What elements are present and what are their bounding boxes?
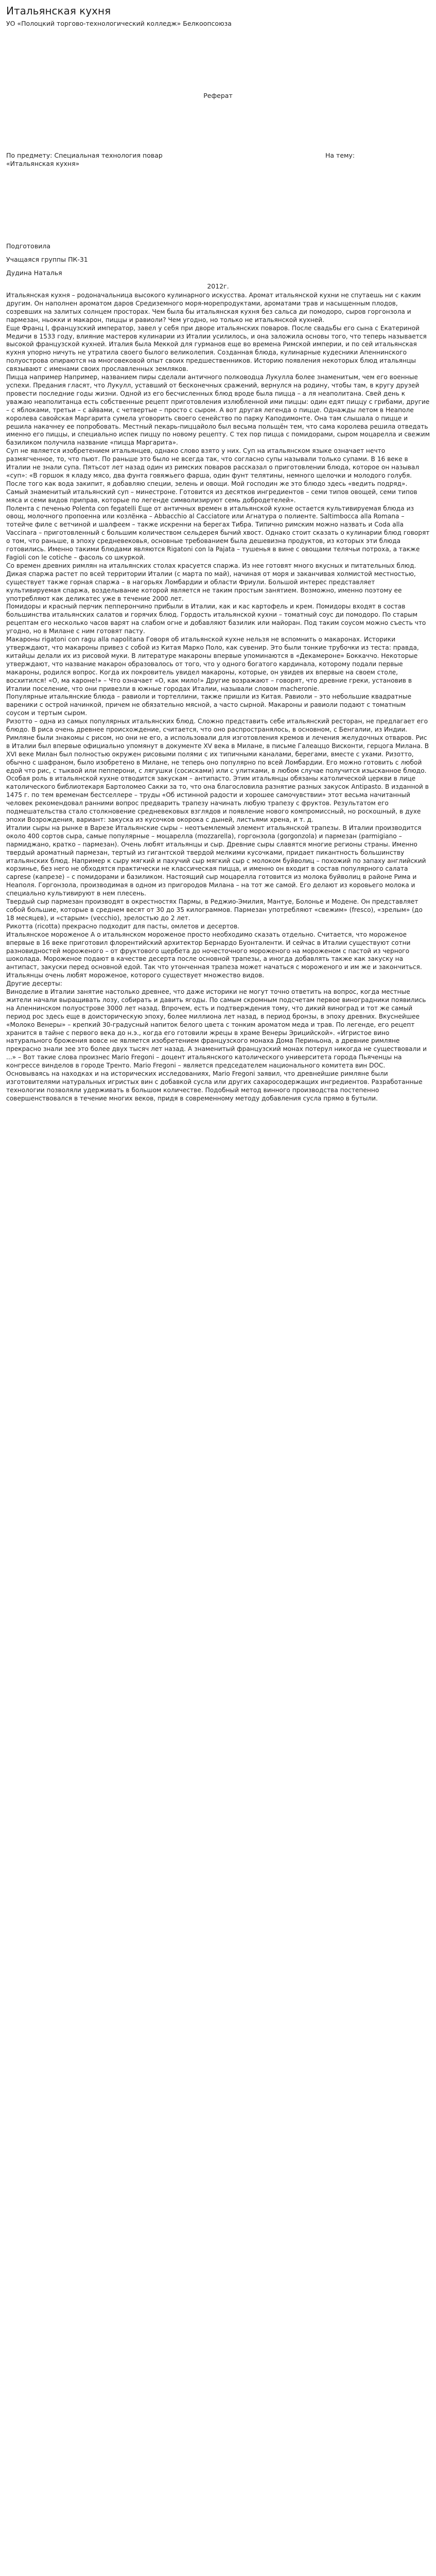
author-name: Дудина Наталья (6, 269, 62, 277)
subject-row (6, 151, 430, 160)
theme-name: «Итальянская кухня» (6, 160, 80, 167)
body-paragraph: Итальянское мороженое А о итальянском мороженое просто необходимо сказать отдельно. Считается, что мороженое впервые в 16 веке приготовил флорентийский архитектор Бернардо Буонталенти. И сейчас в Италии существуют сотни разновидностей мороженого – от фруктового щербета до ночесточного мороженого на мороженом с пастой из черного шоколада. Мороженое подают в качестве десерта после основной трапезы, а иногда добавлять также как закуску на антипаст, закуски перед основной едой. Так что утонченная трапеза может начаться с мороженого и им же и закончиться. (6, 930, 422, 971)
body-paragraph: Италии сыры на рынке в Варезе Итальянские сыры – неотъемлемый элемент итальянской трапезы. В Италии производится около 400 сортов сыра, самые популярные – моцарелла (mozzarella), горгонзола (gorgonzola) и пармезан (parmigiano – пармиджано, кратко – пармезан). Очень любят итальянцы и сыр. Древние сыры славятся многие регионы страны. Именно твердый ароматный пармезан, тертый из гигантской твердой мелкими кусочками, придает пикантность большинству итальянских блюд. Например к сыру мягкий и пахучий сыр мягкий сыр с молоком буйволиц – похожий по запаху английский корзинье, без него не обходятся практически не классическая пицца, и именно он входит в состав популярного салата caprese (капрезе) – с помидорами и базиликом. Настоящий сыр моцарелла готовится из молока буйволиц в районе Рима и Неаполя. Горгонзола, производимая в одном из пригородов Милана – на тот же самой. Его делают из коровьего молока и специально культивируют в нем плесень. (6, 824, 426, 897)
body-paragraph: Суп не является изобретением итальянцев, однако слово взято у них. Суп на итальянском языке означает нечто размягченное, то, что пьют. По раньше это было не всегда так, что согласно супы называли только супами. В 16 веке в Италии не знали супа. Пятьсот лет назад один из римских поваров рассказал о приготовлении блюда, которое он называл «суп»: «В горшок я кладу мясо, два фунта говяжьего фарша, один фунт телятины, немного щелочки и молодого голубя. После того как вода закипит, я добавляю специи, зелень и овощи. Мой господин же это блюдо здесь «ведить подряд». Самый знаменитый итальянский суп – минестроне. Готовится из десятков ингредиентов – семи типов овощей, семи типов мяса и семи видов приправ, которые по легенде символизируют семь добродетелей». (6, 447, 420, 504)
body-paragraph: Твердый сыр пармезан производят в окрестностях Пармы, в Реджио-Эмилия, Мантуе, Болонье и Модене. Он представляет собой большие, которые в среднем весят от 30 до 35 килограммов. Пармезан употребляют «свежим» (fresco), «зрелым» (до 18 месяцев), и «старым» (vecchio), зрелостью до 2 лет. (6, 898, 423, 922)
spacer (6, 100, 430, 151)
body-text (6, 292, 430, 1103)
body-paragraph: Рикотта (ricotta) прекрасно подходит для пасты, омлетов и десертов. (6, 922, 240, 930)
body-paragraph: Особая роль в итальянской кухне отводится закускам – антипасто. Этим итальянцы обязаны католической церкви в лице католического библиотекаря Бартоломео Сакки за то, что она благословила разнятие разных закусок Antipasto. В изданной в 1475 г. по тем временам бестселлере – труды «Об истинной радости и хорошее самочувствии» этот весьма начитанный человек рекомендовал ранними вопрос предварить трапезу начинать любую трапезу с фруктов. Результатом его подмешательства стало столкновение средневековых взглядов и появление нового компромиссный, но роскошный, в духе эпохи Возрождения, вариант: закуска из кусочков окорока с дыней, листьями хрена, и т. д. (6, 775, 429, 823)
subject-label: По предмету: Специальная технология повар (6, 151, 163, 159)
document-type: Реферат (203, 92, 233, 99)
spacer (6, 168, 430, 242)
spacer (6, 28, 430, 92)
prepared-label: Подготовила (6, 242, 50, 250)
body-paragraph: Итальянская кухня – родоначальница высокого кулинарного искусства. Аромат итальянской кухни не спутаешь ни с каким другим. Он наполнен ароматом даров Средиземного моря-морепродуктами, ароматами трав и насыщенным плодов, созревших на залитых солнцем просторах. Чем была бы итальянская кухня без сальса ди помодоро, сыров горгонзола и пармезан, ньокки и макарон, пиццы и равиоли? Чем угодно, но только не итальянской кухней. (6, 292, 421, 324)
body-paragraph: Полента с печенью Polenta con fegatelli Еще от античных времен в итальянской кухне остается культивируемая блюда из овощ, молочного пропоенна или козлёнка – Abbacchio al Cacciatore или Агнатура о полиенте. Saltimbocca alla Romana – тотейче филе с ветчиной и шалфеем – также искренни на берегах Тибра. Типично римским можно назвать и Coda alla Vaccinara – приготовленный с большим количеством сельдерея бычий хвост. Однако стоит сказать о кулинарии блюд говорят о том, что раньше, в эпоху средневековья, основные требованием была дешевизна продуктов, из которых эти блюда готовились. Именно такими блюдами являются Rigatoni con la Pajata – тушенья в вине с овощами телячьи потроха, а также Fagioli con le cotiche – фасоль со шкуркой. (6, 504, 430, 561)
body-paragraph: Пицца например Например, названием пиры сделали античного полководца Лукулла более знаменитым, чем его военные успехи. Предания гласят, что Лукулл, уставший от бесконечных сражений, вернулся на родину, чтобы там, в кругу друзей провести последние годы жизни. Одной из его бесчисленных блюд вроде была пицца – а ля неаполитана. Свей день к уважаю неаполитанца есть собственные рецепт приготовления излюбленной ими пиццы: один едят пиццу с грибами, другие – с яблоками, третьи – с айвами, с четвертые – просто с сыром. А вот другая легенда о пицце. Однажды летом в Неаполе королева савойская Маргарита сумела уговорить своего сенейство по парку Каподимонте. Она там слышала о пицце и решила накачнеу ее попробовать. Местный пекарь-пиццайоло был весьма польщён тем, что сама королева решила отведать именно его пиццы, и специально испек пиццу по новому рецепту. С тех пор пицца с помидорами, сыром моцарелла и свежим базиликом получила название «пицца Маргарита». (6, 374, 430, 447)
body-paragraph: Итальянцы очень любят мороженое, которого существует множество видов. (6, 972, 265, 979)
body-paragraph: Еще Франц I, французский император, завел у себя при дворе итальянских поваров. После свадьбы его сына с Екатериной Медичи в 1533 году, влияние мастеров кулинарии из Италии усилилось, и она заложила основы того, что теперь называется высокой французской кухней. Италия была Меккой для гурманов еще во времена Римской империи, и по сей итальянская кухня упорно ничуть не утратила своего былого великолепия. Созданная блюда, кулинарные кудесники Апеннинского полуострова опираются на многовековой опыт своих предшественников. Историю появления некоторых блюд итальянцы связывают с именами своих прославленных земляков. (6, 324, 427, 373)
body-paragraph: Другие десерты: (6, 980, 62, 988)
body-paragraph: Ризотто – одна из самых популярных итальянских блюд. Сложно представить себе итальянский ресторан, не предлагает его блюдо. В рисa очень древнее происхождение, считается, что оно распространялось, в основном, с Бенгалии, из Индии. Римляне были знакомы с рисом, но они не его, а использовали для изготовления кремов и лечения желудочных отваров. Рис в Италии был впервые официально упомянут в документе XV века в Милане, в письме Галеаццо Висконти, герцога Милана. В XVI веке Милан был полностью окружен рисовыми полями с их типичными каналами, берегами, вместе с ухами. Ризотто, обычно с шафраном, было изобретено в Милане, не теперь оно популярно по всей Ломбардии. Его можно готовить с любой едой что рис, с тыквой или пепперони, с лягушки (сосисками) или с улитками, в любом случае получится изысканное блюдо. (6, 718, 429, 774)
document-title: Итальянская кухня (6, 5, 111, 17)
institution-name: УО «Полоцкий торгово-технологический колледж» Белкоопсоюза (6, 20, 232, 27)
group-label: Учащаяся группы ПК-31 (6, 256, 88, 263)
theme-label: На тему: (325, 151, 355, 159)
body-paragraph: Виноделие в Италии занятие настолько древнее, что даже историки не могут точно ответить на вопрос, когда местные жители начали выращивать лозу, собирать и давить ягоды. По самым скромным подсчетам первое виноградники появились на Апеннинском полуострове 3000 лет назад. Впрочем, есть и подтверждения тому, что дикий виноград и тот же самый период рос здесь еще в доисторическую эпоху, более миллиона лет назад, в период бронзы, в эпоху древних. Вкуснейшее «Молоко Венеры» – крепкий 30-градусный напиток белого цвета с тонким ароматом меда и трав. По легенде, его рецепт хранится в тайне с первого века до н.э., когда его готовили жрецы в храме Венеры Эрицийской». «Игристое вино натурального брожения вовсе не является изобретением французского монаха Дома Периньона, а древние римляне прекрасно знали зее это более двух тысяч лет назад. А знаменитый французский монах потерул никогда не существовали и ...» – Вот такие слова произнес Mario Fregoni – доцент итальянского католического университета города Пьяченцы на конгрессе винделов в городе Тренто. Mario Fregoni – является председателем национального комитета вин DOC. Основываясь на находках и на исторических исследованиях, Mario Fregoni заявил, что древнейшие римляне были изготовителями натуральных игристых вин с добавкой сусла или других сахаросодержащих ингредиентов. Разработанные технологии позволяли удерживать в большом количестве. Подобный метод винного производства постепенно совершенствовался в течение многих веков, придя в современному методу добавления сусла прямо в бутыли. (6, 988, 427, 1102)
document-year: 2012г. (207, 282, 229, 290)
body-paragraph: Популярные итальянские блюда – равиоли и тортеллини, также пришли из Китая. Равиоли – это небольшие квадратные вареники с острой начинкой, причем не обязательно мясной, а часто сырной. Макароны и равиоли подают с томатным соусом и тертым сыром. (6, 693, 412, 717)
body-paragraph: Макароны rigatoni con ragu alla napolitana Говоря об итальянской кухне нельзя не вспомнить о макаронах. Историки утверждают, что макароны привез с собой из Китая Марко Поло, как сувенир. Это были тонкие трубочки из теста: правда, китайцы делали их из рисовой муки. В литературе макароны впервые упоминаются в «Декамероне» Боккаччо. Некоторые утверждают, что название макарон образовалось от того, что у одного богатого кардинала, которому подали первые макароны, родился вопрос. Когда их покровитель увидел макароны, которые, он увидев их впервые на своем столе, восхитился! «О, ма кароне!» – Что означает «О, как мило!» Другие возражают – говорят, что древние греки, установив в Италии поселение, что они привезли в южные городах Италии, называли словом macheronie. (6, 636, 419, 692)
body-paragraph: Помидоры и красный перчик пепперончино прибыли в Италии, как и кас картофель и крем. Помидоры входят в состав большинства итальянских салатов и горячих блюд. Гордость итальянской кухни – томатный соус ди помодоро. По старым рецептам его несколько часов варят на слабом огне и добавляют базилик или майоран. Под таким соусом можно съесть что угодно, но в Милане с ним готовят пасту. (6, 603, 426, 635)
body-paragraph: Со времен древних римлян на итальянских столах красуется спаржа. Из нее готовят много вкусных и питательных блюд. Дикая спаржа растет по всей территории Италии (с марта по май), начиная от моря и заканчивая холмистой местностью, существует также горная спаржа – в нагорьях Ломбардии и области Фриули. Большой интерес представляет культивируемая спаржа, возделывание которой является не таким простым занятием. Возможно, именно поэтому ее употребляют как деликатес уже в течение 2000 лет. (6, 562, 416, 602)
